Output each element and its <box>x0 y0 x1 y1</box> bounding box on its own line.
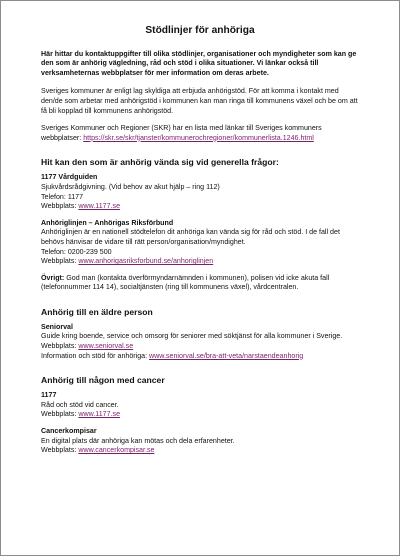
other-paragraph <box>41 274 359 293</box>
municipality-paragraph: Sveriges kommuner är enligt lag skyldiga att erbjuda anhörigstöd. För att komma i kontakt med den/de som arbetar med anhörigstöd i kommunen kan man ringa till kommunens växel och be om att få bli kopplad till kommunens anhörigstöd. <box>41 87 358 115</box>
info-label: Information och stöd för anhöriga: <box>41 351 150 360</box>
entry-website <box>41 257 359 267</box>
website-label: Webbplats: <box>41 257 79 266</box>
section-heading-elderly: Anhörig till en äldre person <box>41 306 153 317</box>
entry-1177-cancer <box>41 391 359 420</box>
entry-anhoriglinjen <box>41 219 359 267</box>
entry-info <box>41 352 359 362</box>
page-title: Stödlinjer för anhöriga <box>145 25 255 36</box>
website-link[interactable]: www.cancerkompisar.se <box>78 446 155 455</box>
website-link[interactable]: www.seniorval.se <box>78 342 134 351</box>
skr-text: Sveriges Kommuner och Regioner (SKR) har en lista med länkar till Sveriges kommuners webbplatser: <box>41 124 322 142</box>
entry-website <box>41 342 359 352</box>
entry-description: Sjukvårdsrådgivning. (Vid behov av akut hjälp – ring 112) <box>41 182 220 191</box>
entry-1177-vardguiden <box>41 173 359 211</box>
skr-paragraph <box>41 124 359 143</box>
skr-link[interactable]: https://skr.se/skr/tjanster/kommunerochregioner/kommunerlista.1246.html <box>83 133 314 142</box>
entry-phone: Telefon: 0200-239 500 <box>41 247 112 256</box>
entry-name: Anhöriglinjen – Anhörigas Riksförbund <box>41 218 174 227</box>
other-label: Övrigt: <box>41 273 65 282</box>
entry-website <box>41 446 359 456</box>
entry-phone: Telefon: 1177 <box>41 192 84 201</box>
website-label: Webbplats: <box>41 342 79 351</box>
section-heading-cancer: Anhörig till någon med cancer <box>41 375 165 386</box>
entry-name: 1177 Vårdguiden <box>41 173 98 182</box>
website-link[interactable]: www.anhorigasriksforbund.se/anhoriglinjen <box>78 257 214 266</box>
website-link[interactable]: www.1177.se <box>78 410 121 419</box>
website-link[interactable]: www.1177.se <box>78 202 121 211</box>
entry-name: 1177 <box>41 391 57 400</box>
document-content <box>41 26 359 463</box>
entry-description: En digital plats där anhöriga kan mötas och dela erfarenheter. <box>41 436 235 445</box>
entry-name: Cancerkompisar <box>41 427 97 436</box>
website-label: Webbplats: <box>41 410 79 419</box>
intro-paragraph: Här hittar du kontaktuppgifter till olika stödlinjer, organisationer och myndigheter som kan ge den som är anhörig vägledning, råd och stöd i olika situationer. Vi länkar också till verksamheternas webbplatser för mer information om deras arbete. <box>41 49 357 77</box>
entry-description: Anhöriglinjen är en nationell stödtelefon dit anhöriga kan vända sig för råd och stöd. I de fall det behövs hänvisar de vidare till rätt person/organisation/myndighet. <box>41 228 340 246</box>
entry-seniorval <box>41 323 359 361</box>
entry-description: Råd och stöd vid cancer. <box>41 400 119 409</box>
website-label: Webbplats: <box>41 446 79 455</box>
entry-cancerkompisar <box>41 427 359 456</box>
info-link[interactable]: www.seniorval.se/bra-att-veta/narstaendeanhorig <box>149 351 304 360</box>
entry-name: Seniorval <box>41 322 73 331</box>
entry-website <box>41 202 359 212</box>
entry-website <box>41 410 359 420</box>
website-label: Webbplats: <box>41 202 79 211</box>
other-text: God man (kontakta överförmyndarnämnden i kommunen), polisen vid icke akuta fall (telefonnummer 114 14), socialtjänsten (ring till kommunens växel), vårdcentralen. <box>41 273 330 292</box>
section-heading-general: Hit kan den som är anhörig vända sig vid generella frågor: <box>41 157 279 168</box>
entry-description: Guide kring boende, service och omsorg för seniorer med söktjänst för alla kommuner i Sverige. <box>41 332 343 341</box>
